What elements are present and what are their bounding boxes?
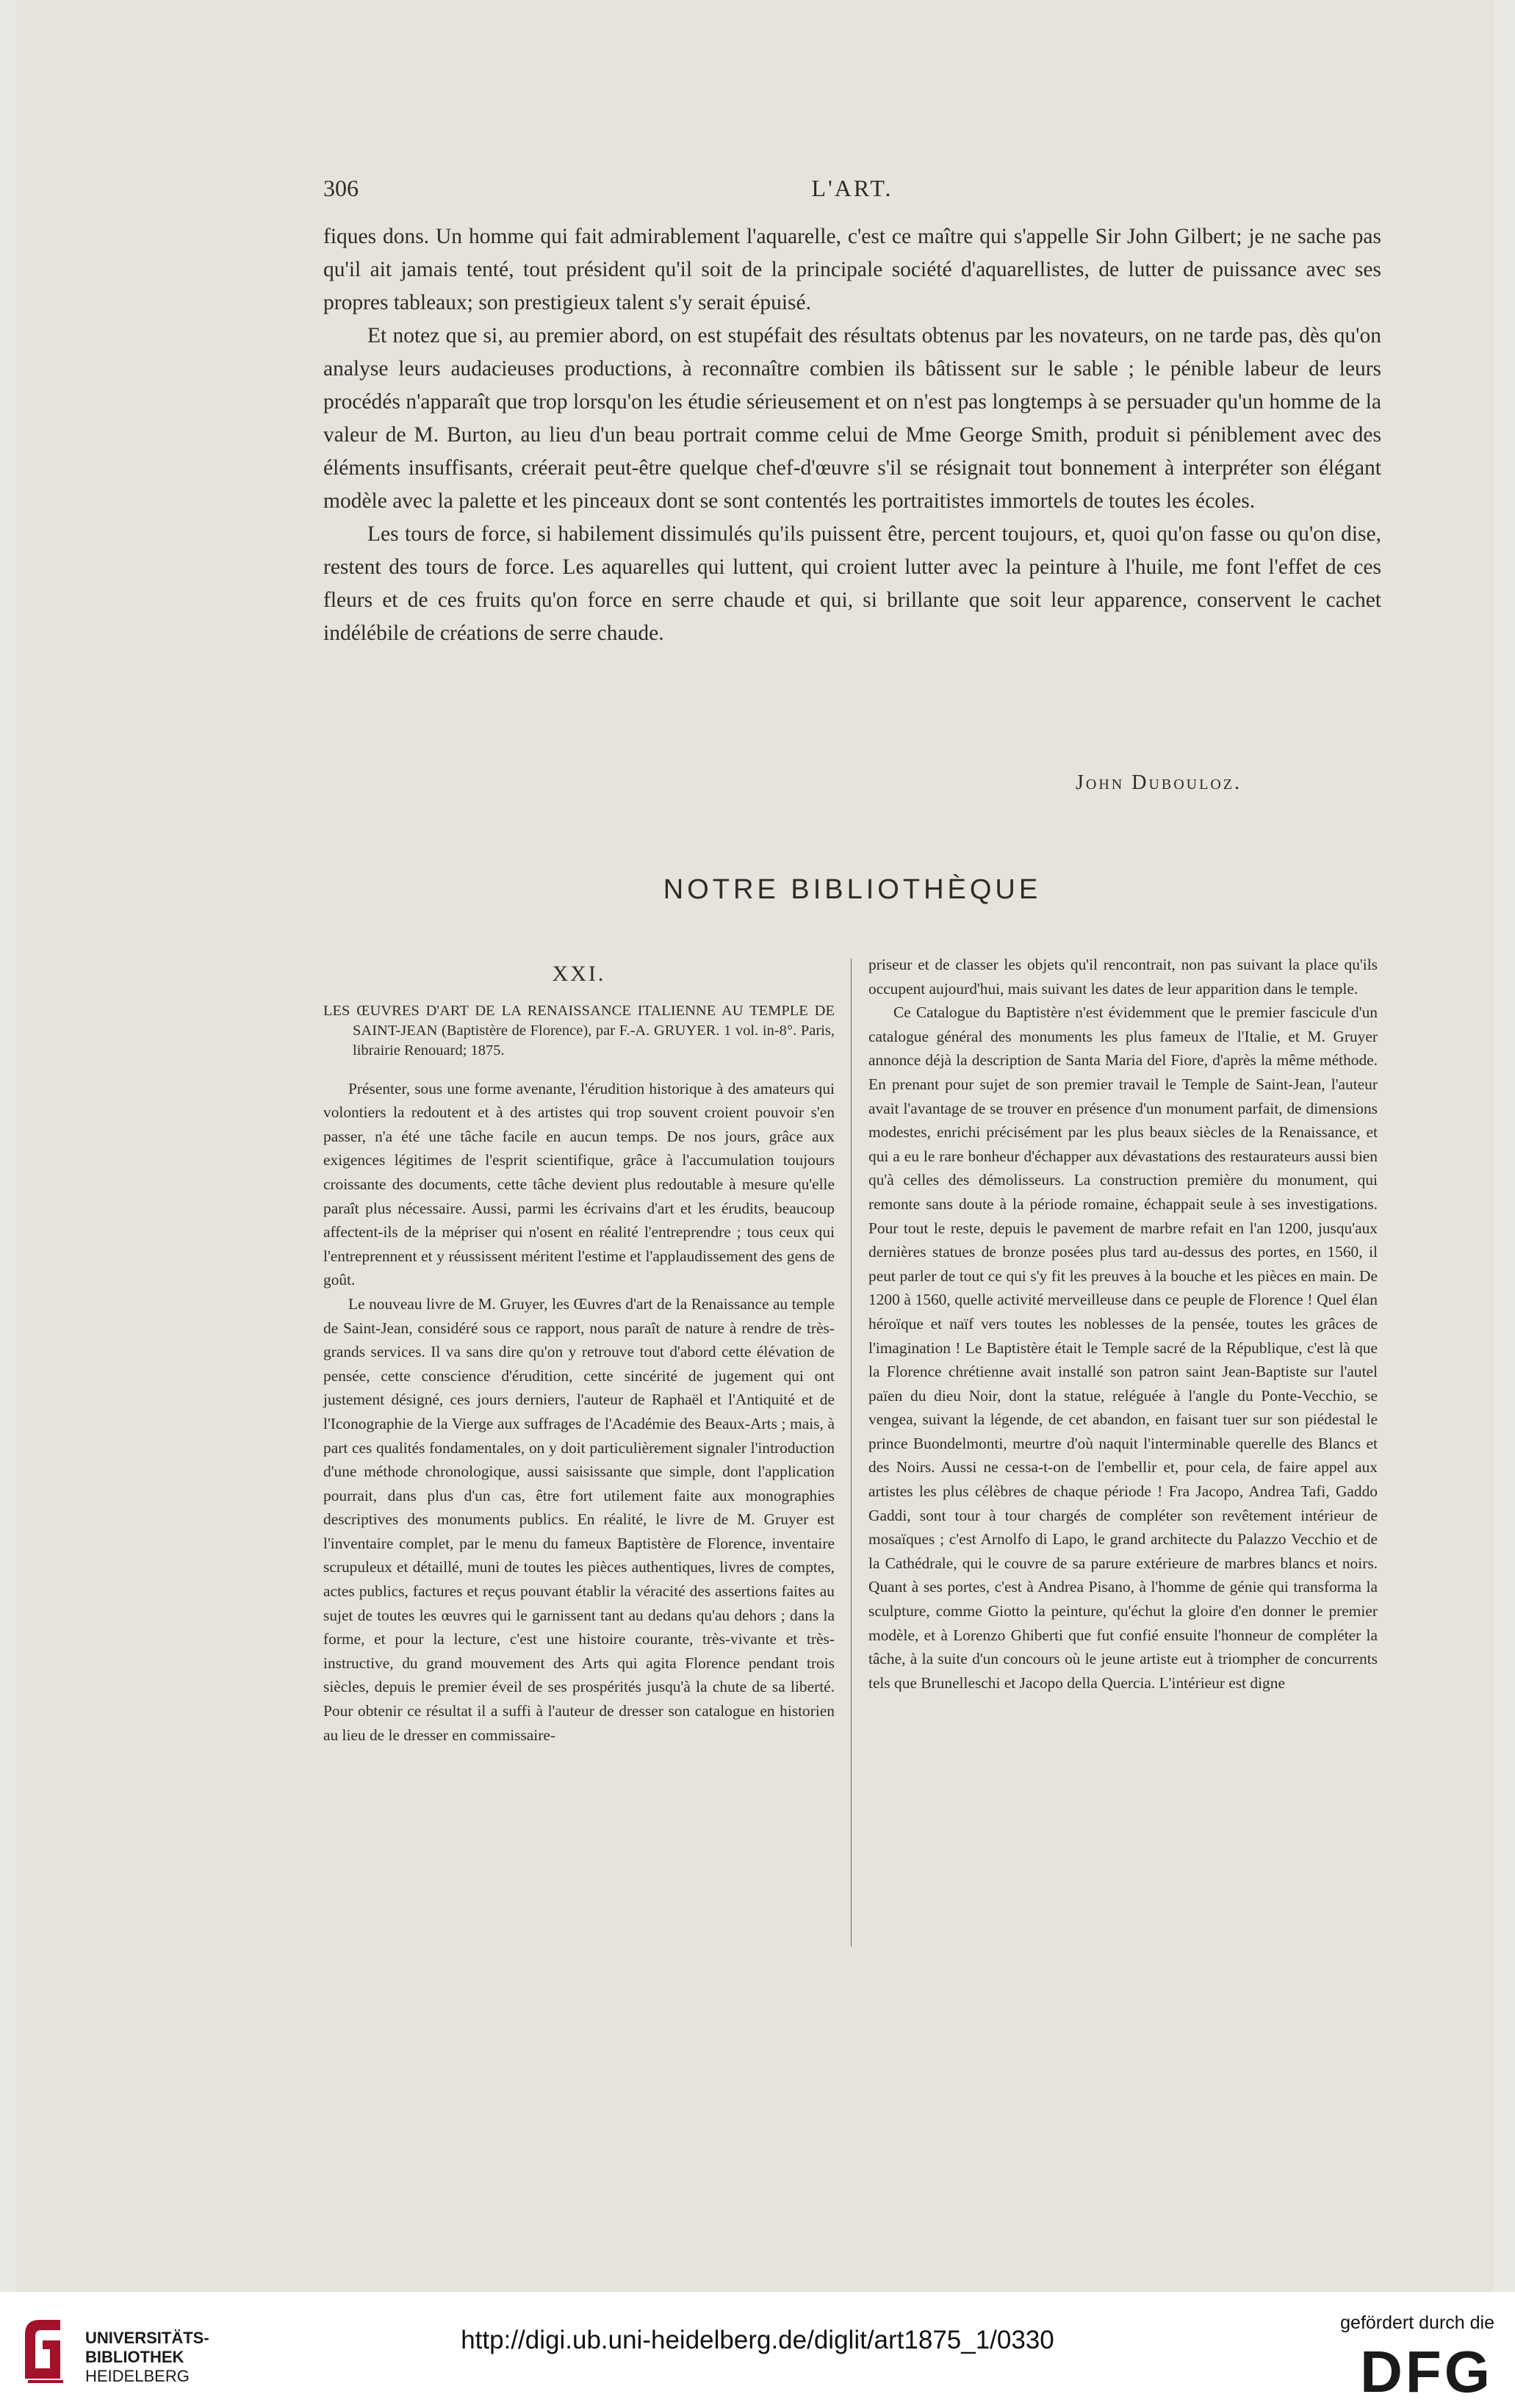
page-header	[323, 175, 1381, 204]
left-paragraph-1: Présenter, sous une forme avenante, l'érudition historique à des amateurs qui volontiers la redoutent et à des artistes qui trop souvent croient pouvoir s'en passer, n'a été une tâche facile en aucun temps. De nos jours, grâce aux exigences légitimes de l'esprit scientifique, grâce à l'accumulation toujours croissante des documents, cette tâche devient plus redoutable à mesure qu'elle paraît plus nécessaire. Aussi, parmi les écrivains d'art et les érudits, beaucoup affectent-ils de la mépriser qui n'osent en réalité l'entreprendre ; tous ceux qui l'entreprennent et y réussissent méritent l'estime et l'applaudissement des gens de goût.	[323, 1079, 835, 1289]
left-paragraph-2: Le nouveau livre de M. Gruyer, les Œuvres d'art de la Renaissance au temple de Saint-Jean, considéré sous ce rapport, nous paraît de nature à rendre de très-grands services. Il va sans dire qu'on y retrouve tout d'abord cette élévation de pensée, cette conscience d'érudition, cette sincérité de jugement qui ont justement désigné, ces jours derniers, l'auteur de Raphaël et l'Antiquité et de l'Iconographie de la Vierge aux suffrages de l'Académie des Beaux-Arts ; mais, à part ces qualités fondamentales, on y doit particulièrement signaler l'introduction d'une méthode chronologique, aussi saisissante que simple, dont l'application pourrait, dans plus d'un cas, être fort utilement faite aux monographies descriptives des monuments publics. En réalité, le livre de M. Gruyer est l'inventaire complet, par le menu du fameux Baptistère de Florence, inventaire scrupuleux et détaillé, muni de toutes les pièces authentiques, livres de comptes, actes publics, factures et reçus pouvant établir la véracité des assertions faites au sujet de toutes les œuvres qui le garnissent tant au dedans qu'au dehors ; dans la forme, et pour la lecture, c'est une histoire courante, très-vivante et très-instructive, du grand mouvement des Arts qui agita Florence pendant trois siècles, depuis le premier éveil de ses prospérités jusqu'à la chute de sa liberté. Pour obtenir ce résultat il a suffi à l'auteur de dresser son catalogue en historien au lieu de le dresser en commissaire-	[323, 1294, 835, 1744]
author-signature: John Dubouloz.	[1076, 771, 1242, 794]
page-number: 306	[323, 175, 359, 201]
right-column	[868, 953, 1378, 1695]
right-paragraph-2: Ce Catalogue du Baptistère n'est évidemment que le premier fascicule d'un catalogue général des monuments les plus fameux de l'Italie, et M. Gruyer annonce déjà la description de Santa Maria del Fiore, d'après la même méthode. En prenant pour sujet de son premier travail le Temple de Saint-Jean, l'auteur avait l'avantage de se trouver en présence d'un monument parfait, de dimensions modestes, enrichi précisément par les plus beaux siècles de la Renaissance, et qui a eu le rare bonheur d'échapper aux dévastations des restaurateurs aussi bien qu'à celles des démolisseurs. La construction première du monument, qui remonte sans doute à la période romaine, échappait seule à ses investigations. Pour tout le reste, depuis le pavement de marbre refait en l'an 1200, jusqu'aux dernières statues de bronze posées plus tard au-dessus des portes, en 1560, il peut parler de tout ce qui s'y fit les preuves à la bouche et les pièces en main. De 1200 à 1560, quelle activité merveilleuse dans ce peuple de Florence ! Quel élan héroïque et naïf vers toutes les noblesses de la pensée, toutes les grâces de l'imagination ! Le Baptistère était le Temple sacré de la République, c'est là que la Florence chrétienne avait installé son patron saint Jean-Baptiste sur l'autel païen du dieu Noir, dont la statue, reléguée à l'angle du Ponte-Vecchio, se vengea, suivant la légende, de cet abandon, en faisant tuer sur son piédestal le prince Buondelmonti, meurtre d'où naquit l'interminable querelle des Blancs et des Noirs. Aussi ne cessa-t-on de l'embellir et, pour cela, de faire appel aux artistes les plus célèbres de chaque période ! Fra Jacopo, Andrea Tafi, Gaddo Gaddi, sont tour à tour chargés de compléter son revêtement intérieur de mosaïques ; c'est Arnolfo di Lapo, le grand architecte du Palazzo Vecchio et de la Cathédrale, qui le couvre de sa parure extérieure de marbres blancs et noirs. Quant à ses portes, c'est à Andrea Pisano, à l'homme de génie qui transforma la sculpture, comme Giotto la peinture, qu'échut la gloire d'en donner le premier modèle, et à Lorenzo Ghiberti que fut confié ensuite l'honneur de compléter la tâche, à la suite d'un concours où le jeune artiste eut à triompher de concurrents tels que Brunelleschi et Jacopo della Quercia. L'intérieur est digne	[868, 1003, 1378, 1692]
running-title: L'ART.	[811, 175, 893, 201]
library-name-line3: HEIDELBERG	[85, 2367, 190, 2385]
book-notice: LES ŒUVRES D'ART DE LA RENAISSANCE ITALIENNE AU TEMPLE DE SAINT-JEAN (Baptistère de Florence), par F.-A. GRUYER. 1 vol. in-8°. Paris, librairie Renouard; 1875.	[323, 1002, 835, 1059]
library-name-line2: BIBLIOTHEK	[85, 2348, 184, 2366]
lead-paragraph-3: Les tours de force, si habilement dissimulés qu'ils puissent être, percent toujours, et, quoi qu'on fasse ou qu'on dise, restent des tours de force. Les aquarelles qui luttent, qui croient lutter avec la peinture à l'huile, me font l'effet de ces fleurs et de ces fruits qu'on force en serre chaude et qui, si brillante que soit leur apparence, conservent le cachet indélébile de créations de serre chaude.	[323, 522, 1381, 645]
permalink-url[interactable]: http://digi.ub.uni-heidelberg.de/diglit/art1875_1/0330	[461, 2326, 1054, 2354]
right-paragraph-1: priseur et de classer les objets qu'il rencontrait, non pas suivant la place qu'ils occupent aujourd'hui, mais suivant les dates de leur apparition dans le temple.	[868, 956, 1378, 998]
column-divider	[851, 959, 852, 1947]
dfg-logo[interactable]: DFG	[1360, 2339, 1493, 2404]
review-numeral: XXI.	[552, 962, 606, 986]
lead-paragraph-2: Et notez que si, au premier abord, on est stupéfait des résultats obtenus par les novateurs, on ne tarde pas, dès qu'on analyse leurs audacieuses productions, à reconnaître combien ils bâtissent sur le sable ; le pénible labeur de leurs procédés n'apparaît que trop lorsqu'on les étudie sérieusement et on n'est pas longtemps à se persuader qu'un homme de la valeur de M. Burton, au lieu d'un beau portrait comme celui de Mme George Smith, produit si péniblement avec des éléments insuffisants, créerait peut-être quelque chef-d'œuvre s'il se résignait tout bonnement à interpréter son élégant modèle avec la palette et les pinceaux dont se sont contentés les portraitistes immortels de toutes les écoles.	[323, 324, 1381, 513]
library-name-line1: UNIVERSITÄTS-	[85, 2329, 209, 2347]
section-title: NOTRE BIBLIOTHÈQUE	[663, 874, 1042, 905]
funding-caption: gefördert durch die	[1340, 2313, 1494, 2333]
left-column	[323, 962, 835, 1747]
article-continuation	[323, 220, 1381, 650]
lead-paragraph-1: fiques dons. Un homme qui fait admirablement l'aquarelle, c'est ce maître qui s'appelle Sir John Gilbert; je ne sache pas qu'il ait jamais tenté, tout président qu'il soit de la principale société d'aquarellistes, de lutter de puissance avec ses propres tableaux; son prestigieux talent s'y serait épuisé.	[323, 225, 1381, 314]
